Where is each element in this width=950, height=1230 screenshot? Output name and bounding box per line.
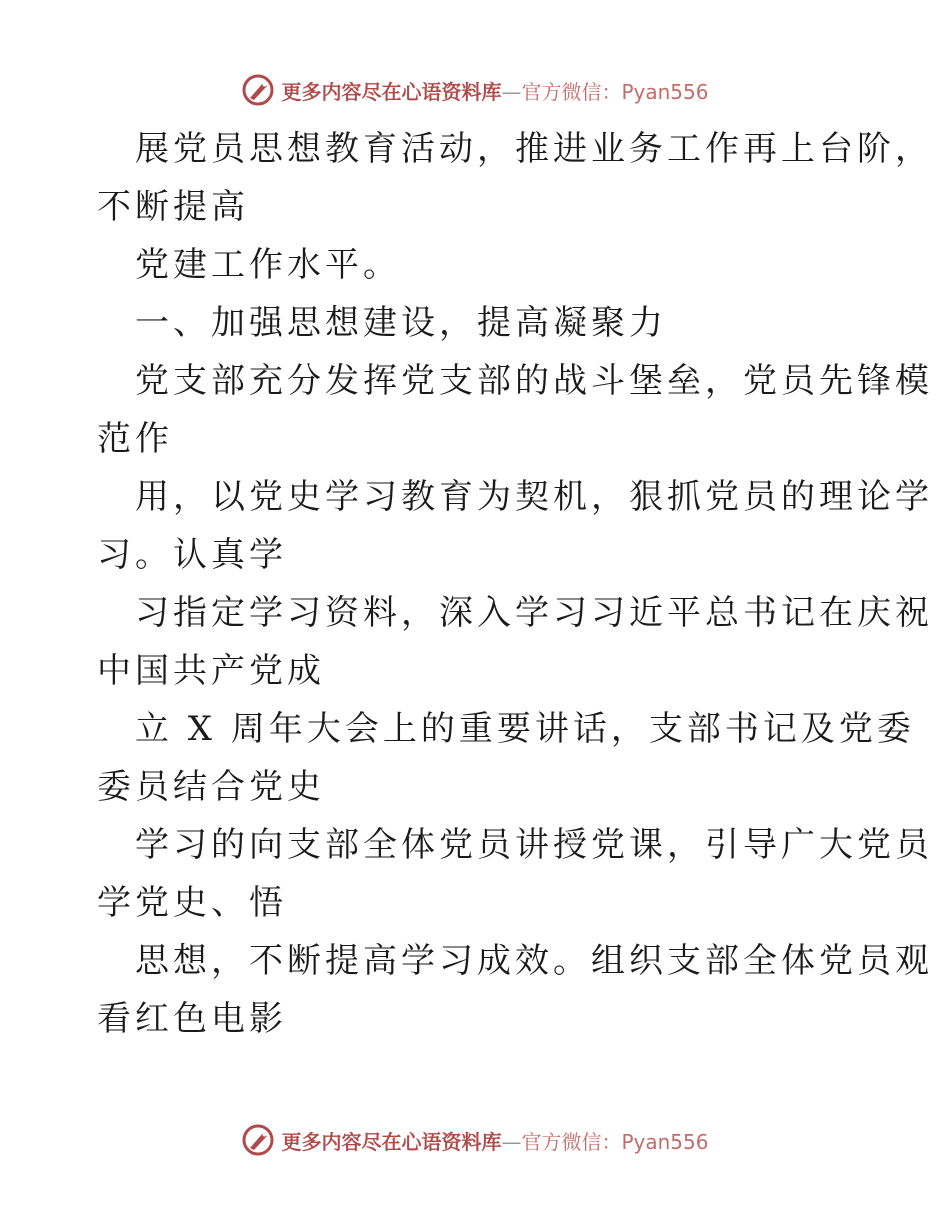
pen-logo-icon [241,1123,275,1157]
paragraph [97,584,933,700]
paragraph [97,816,933,932]
heading-text: 一、加强思想建设，提高凝聚力 [135,303,667,343]
paragraph-continuation: 学党史、悟 [97,883,287,923]
paragraph-first-line: 学习的向支部全体党员讲授党课，引导广大党员 [135,825,933,865]
paragraph-first-line: 展党员思想教育活动，推进业务工作再上台阶， [135,129,933,169]
paragraph-continuation: 习。认真学 [97,535,287,575]
footer-watermark [0,1120,950,1160]
pen-logo-icon [241,73,275,107]
watermark-text [281,1126,708,1155]
watermark-contact: 官方微信：Pyan556 [521,1129,709,1154]
section-heading [97,294,867,352]
watermark-contact: 官方微信：Pyan556 [521,79,709,104]
paragraph [97,352,933,468]
watermark-dash: — [501,1129,522,1154]
paragraph-continuation: 范作 [97,419,173,459]
paragraph-first-line: 党建工作水平。 [135,245,401,285]
header-watermark [0,70,950,110]
paragraph-continuation: 看红色电影 [97,999,287,1039]
paragraph-continuation: 中国共产党成 [97,651,325,691]
paragraph [97,700,915,816]
paragraph-first-line: 党支部充分发挥党支部的战斗堡垒，党员先锋模 [135,361,933,401]
paragraph-first-line: 立 X 周年大会上的重要讲话，支部书记及党委 [135,709,915,749]
watermark-dash: — [501,79,522,104]
paragraph [97,468,933,584]
paragraph-first-line: 用，以党史学习教育为契机，狠抓党员的理论学 [135,477,933,517]
paragraph-first-line: 习指定学习资料，深入学习习近平总书记在庆祝 [135,593,933,633]
document-body [97,120,933,1048]
paragraph-continuation: 不断提高 [97,187,249,227]
paragraph [97,236,867,294]
watermark-brand: 更多内容尽在心语资料库 [281,1129,502,1154]
watermark-text [281,76,708,105]
paragraph-continuation: 委员结合党史 [97,767,325,807]
paragraph-first-line: 思想，不断提高学习成效。组织支部全体党员观 [135,941,933,981]
paragraph [97,932,933,1048]
watermark-brand: 更多内容尽在心语资料库 [281,79,502,104]
paragraph [97,120,933,236]
